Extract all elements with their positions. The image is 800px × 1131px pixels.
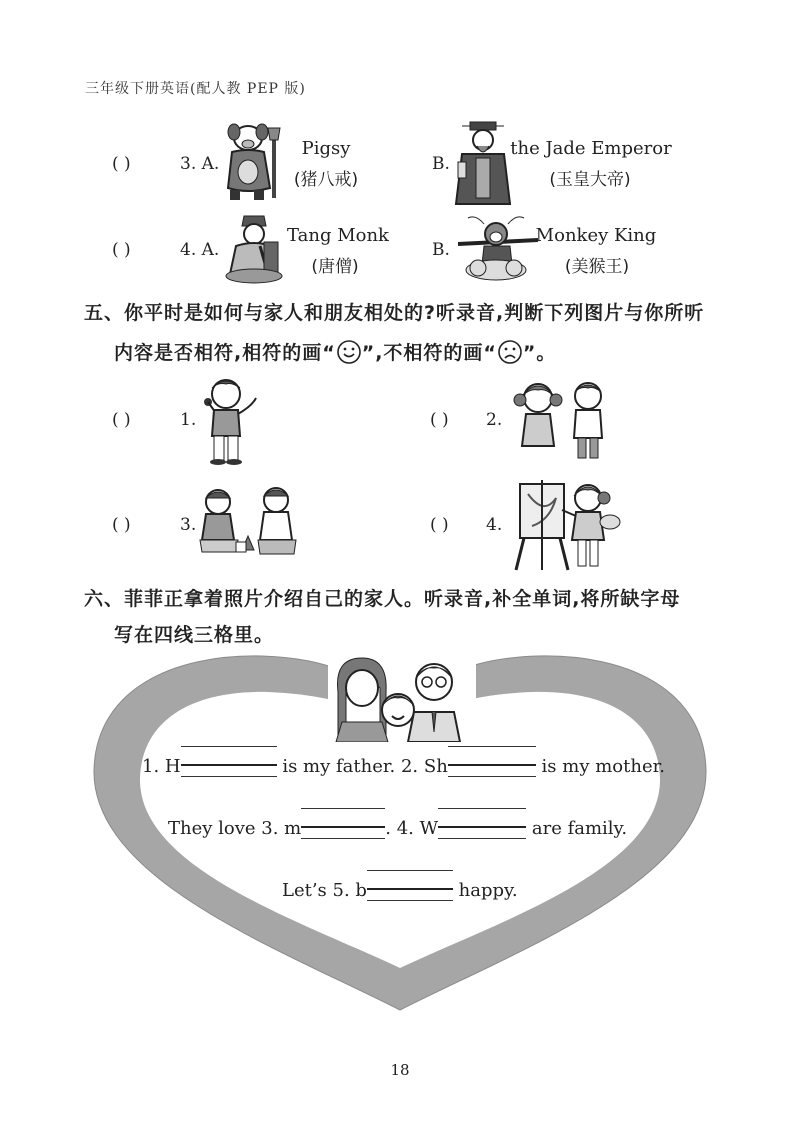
family-photo-illustration — [328, 652, 476, 742]
girl-painting-illustration — [510, 476, 622, 572]
option-b-chinese: (玉皇大帝) — [549, 170, 631, 190]
instruction-part: ”。 — [522, 342, 557, 364]
smile-face-icon — [336, 339, 362, 365]
sentence-text: 4. W — [396, 818, 439, 839]
item-number: 2. — [486, 410, 503, 430]
sentence-text: . — [385, 818, 391, 839]
sad-face-icon — [497, 339, 523, 365]
section-6-instruction: 写在四线三格里。 — [114, 624, 275, 646]
jade-emperor-illustration — [452, 118, 514, 208]
answer-paren: ( ) — [112, 410, 131, 430]
tang-monk-illustration — [222, 212, 286, 284]
pigsy-illustration — [218, 118, 288, 204]
boy-singing-illustration — [196, 372, 264, 468]
item-number: 4. — [486, 515, 503, 535]
section-5-instruction — [114, 338, 556, 365]
sentence-text: is my mother. — [541, 756, 665, 777]
answer-paren: ( ) — [112, 515, 131, 535]
page-number: 18 — [390, 1061, 410, 1079]
item-number: 3. — [180, 515, 197, 535]
four-line-blank[interactable] — [448, 756, 536, 776]
item-number: 4. A. — [180, 240, 220, 260]
four-line-blank[interactable] — [181, 756, 277, 776]
sentence-text: 1. H — [142, 756, 181, 777]
sentence-row-3 — [282, 880, 518, 901]
answer-paren: ( ) — [430, 515, 449, 535]
monkey-king-illustration — [454, 212, 540, 282]
section-6-title: 六、菲菲正拿着照片介绍自己的家人。听录音,补全单词,将所缺字母 — [84, 588, 681, 610]
option-a-english: Tang Monk — [287, 225, 389, 246]
option-b-english: the Jade Emperor — [510, 138, 672, 159]
girl-and-boy-illustration — [508, 376, 620, 462]
sentence-row-1 — [142, 756, 665, 777]
sentence-text: is my father. — [282, 756, 396, 777]
answer-paren: ( ) — [112, 154, 131, 174]
option-a-chinese: (猪八戒) — [293, 170, 359, 190]
sentence-text: are family. — [531, 818, 628, 839]
sentence-text: 2. Sh — [400, 756, 448, 777]
instruction-part: 内容是否相符,相符的画“ — [114, 342, 336, 364]
option-b-label: B. — [432, 240, 450, 260]
sentence-row-2 — [168, 818, 627, 839]
sentence-text: Let’s 5. b — [282, 880, 367, 901]
section-5-title: 五、你平时是如何与家人和朋友相处的?听录音,判断下列图片与你所听 — [84, 302, 705, 324]
sentence-text: They love 3. m — [168, 818, 302, 839]
option-a-chinese: (唐僧) — [311, 257, 359, 277]
answer-paren: ( ) — [430, 410, 449, 430]
sentence-text: happy. — [458, 880, 518, 901]
option-b-english: Monkey King — [535, 225, 657, 246]
four-line-blank[interactable] — [438, 818, 526, 838]
page-header: 三年级下册英语(配人教 PEP 版) — [85, 81, 306, 97]
option-b-label: B. — [432, 154, 450, 174]
item-number: 3. A. — [180, 154, 220, 174]
item-number: 1. — [180, 410, 197, 430]
four-line-blank[interactable] — [301, 818, 385, 838]
option-a-english: Pigsy — [301, 138, 351, 159]
kids-playing-blocks-illustration — [196, 484, 302, 560]
four-line-blank[interactable] — [367, 880, 453, 900]
answer-paren: ( ) — [112, 240, 131, 260]
instruction-part: ”,不相符的画“ — [361, 342, 497, 364]
option-b-chinese: (美猴王) — [564, 257, 630, 277]
